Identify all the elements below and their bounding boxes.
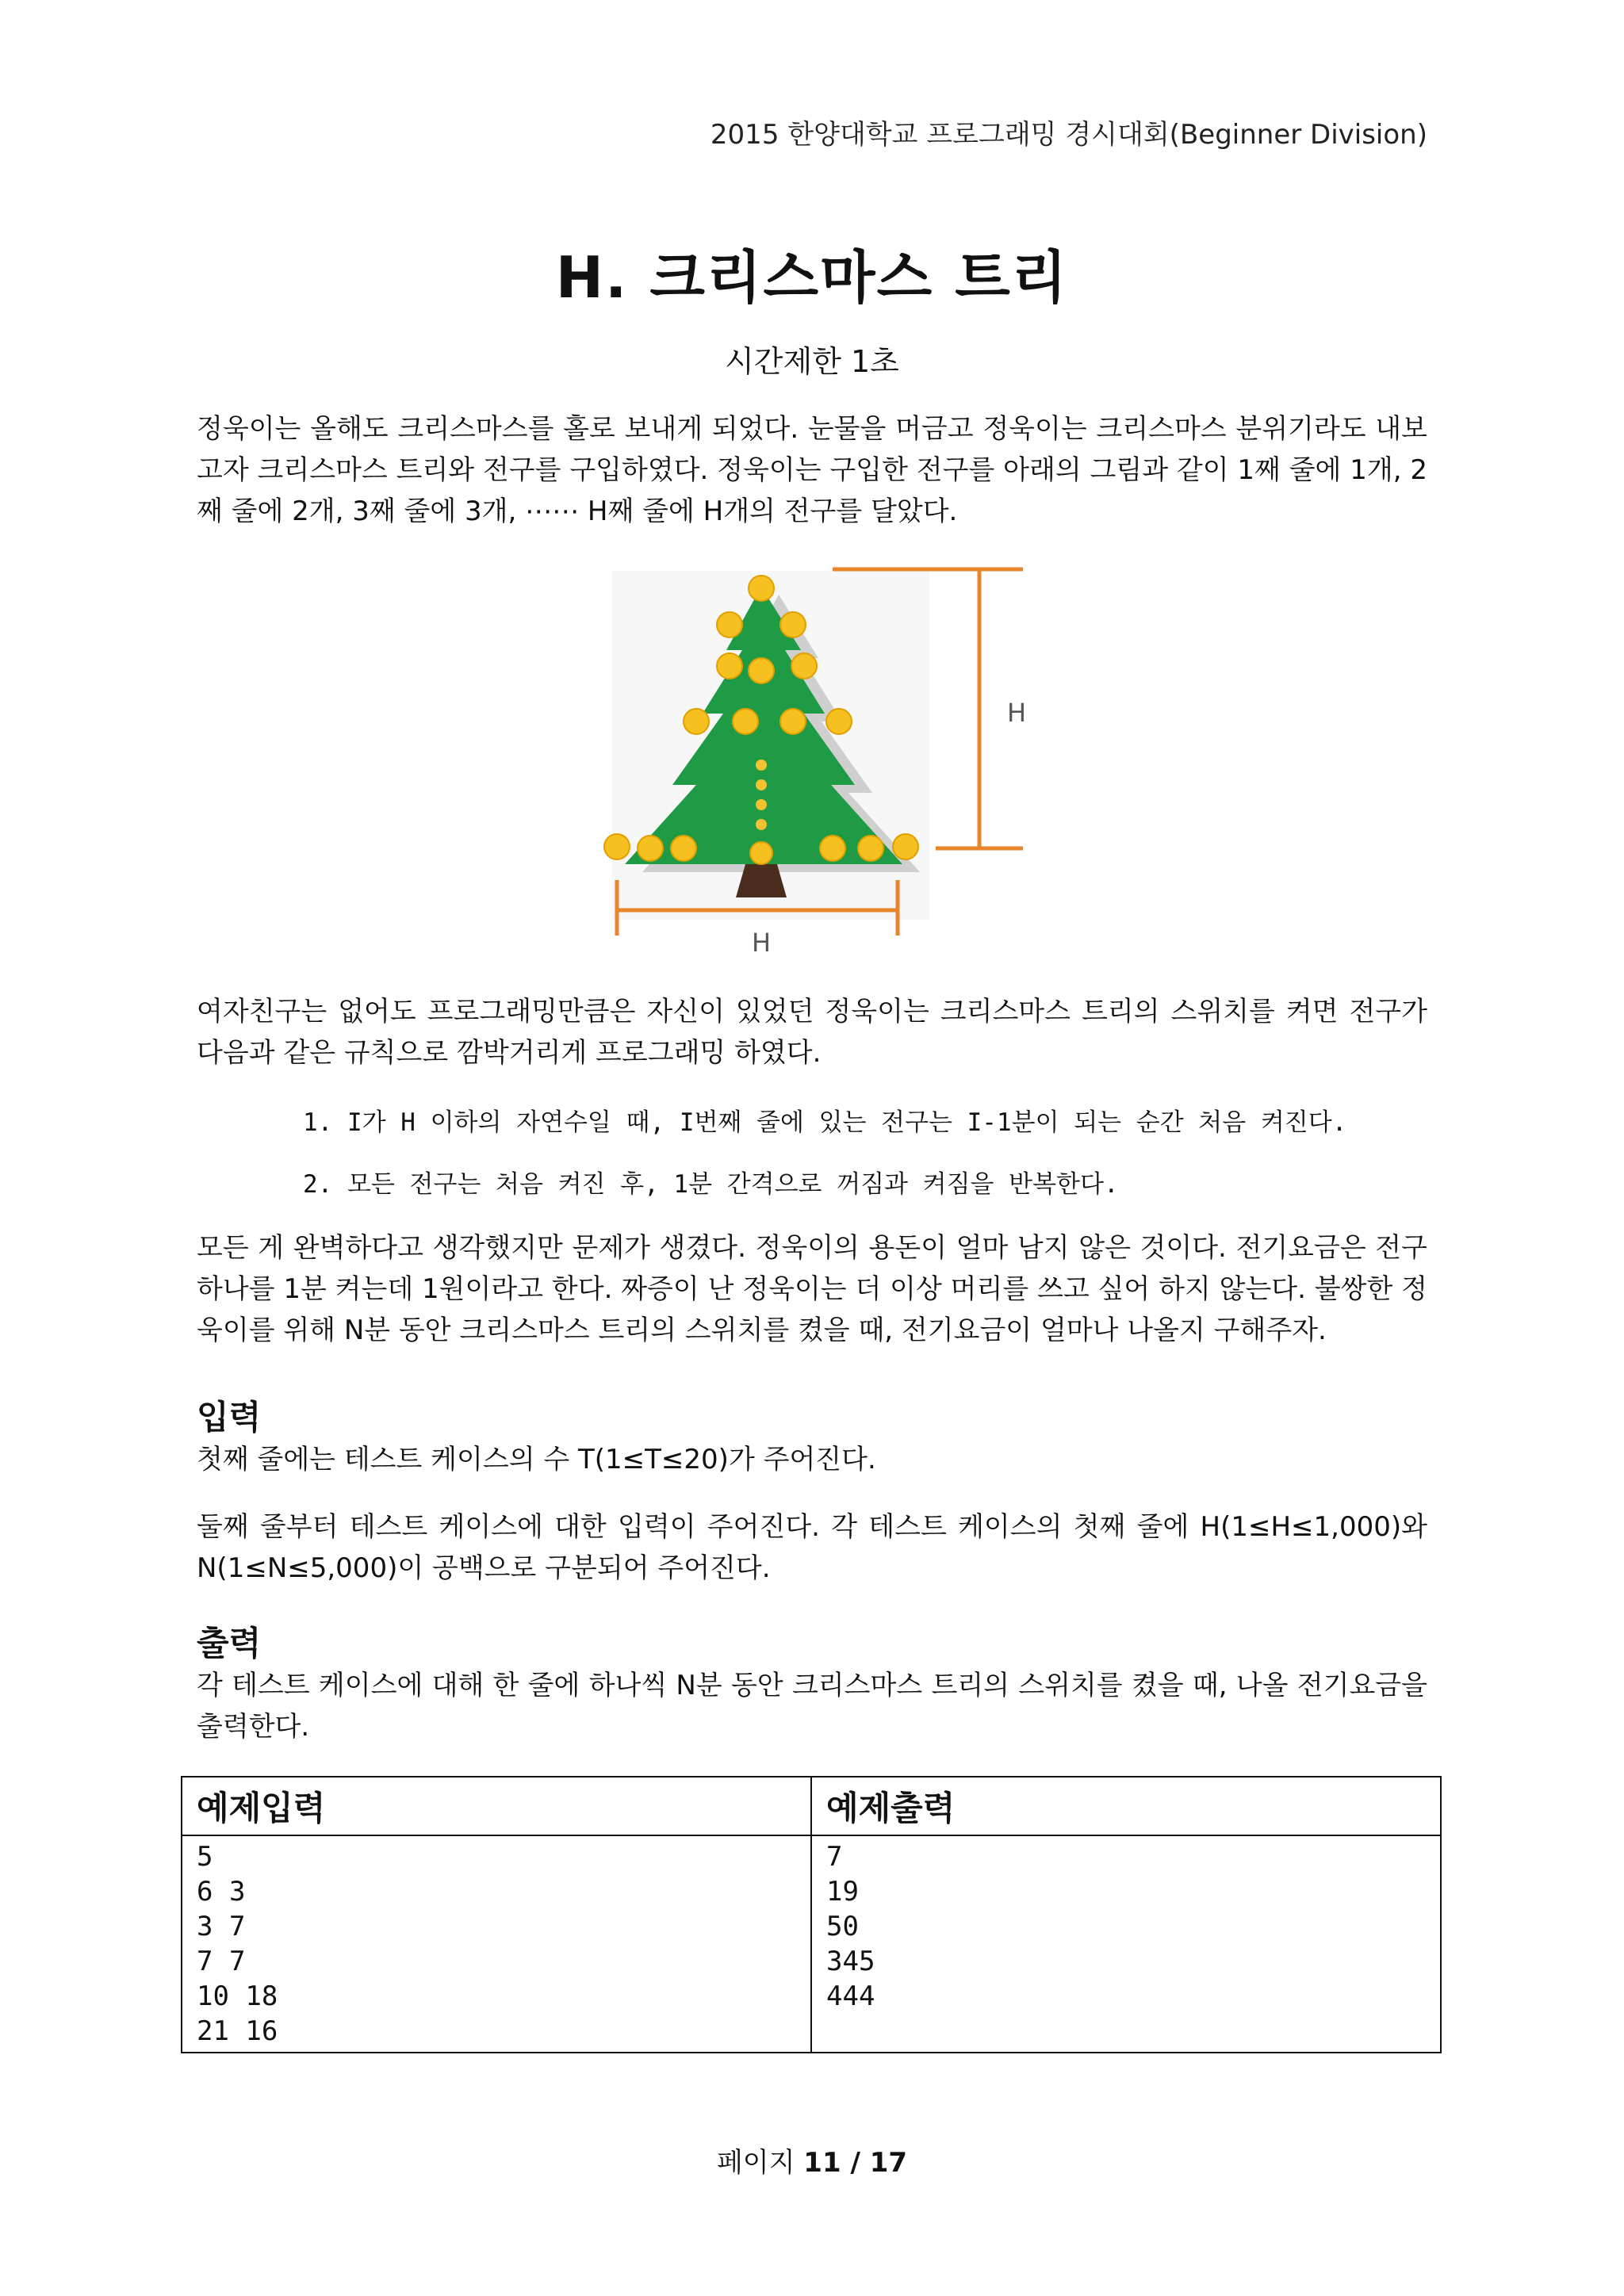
christmas-tree-figure [603,555,1047,967]
sample-output-cell [811,1835,1441,2053]
sample-output-line: 345 [826,1946,875,1977]
sample-input-line: 10 18 [197,1980,278,2012]
problem-paragraph: 모든 게 완벽하다고 생각했지만 문제가 생겼다. 정욱이의 용돈이 얼마 남지 않은 것이다. 전기요금은 전구 하나를 1분 켜는데 1원이라고 한다. 짜증이 난 정욱이는 더 이상 머리를 쓰고 싶어 하지 않는다. 불쌍한 정욱이를 위해 N분 동안 크리스마스 트리의 스위치를 켰을 때, 전기요금이 얼마나 나올지 구해주자. [197,1232,1427,1346]
page-footer [0,2141,1624,2179]
sample-input-header: 예제입력 [182,1777,811,1835]
sample-output-line: 7 [826,1841,843,1873]
sample-input-line: 5 [197,1841,213,1873]
sample-input-line: 21 16 [197,2015,278,2047]
rule-item: 2. 모든 전구는 처음 켜진 후, 1분 간격으로 꺼짐과 켜짐을 반복한다. [303,1170,1119,1199]
page-number: 11 [803,2147,841,2179]
width-label: H [752,928,772,958]
height-label: H [1007,698,1027,728]
input-heading: 입력 [197,1398,262,1437]
sample-input-line: 6 3 [197,1876,246,1908]
problem-title: H. 크리스마스 트리 [555,244,1069,311]
sample-output-header: 예제출력 [811,1777,1441,1835]
rules-list [303,1102,1429,1226]
sample-input-line: 7 7 [197,1946,246,1977]
sample-table [181,1776,1442,2053]
page-total: 17 [869,2147,908,2179]
page-separator: / [841,2147,870,2179]
output-heading: 출력 [197,1624,262,1663]
sample-output-line: 50 [826,1911,859,1942]
sample-input-cell [182,1835,811,2053]
input-paragraph-2: 둘째 줄부터 테스트 케이스에 대한 입력이 주어진다. 각 테스트 케이스의 첫째 줄에 H(1≤H≤1,000)와 N(1≤N≤5,000)이 공백으로 구분되어 주어진다. [197,1511,1427,1584]
intro-paragraph: 정욱이는 올해도 크리스마스를 홀로 보내게 되었다. 눈물을 머금고 정욱이는 크리스마스 분위기라도 내보고자 크리스마스 트리와 전구를 구입하였다. 정욱이는 구입한 전구를 아래의 그림과 같이 1째 줄에 1개, 2째 줄에 2개, 3째 줄에 3개, ⋯⋯ H째 줄에 H개의 전구를 달았다. [197,413,1427,527]
page-header: 2015 한양대학교 프로그래밍 경시대회(Beginner Division) [710,119,1427,151]
sample-output-line: 444 [826,1980,875,2012]
rules-intro-paragraph: 여자친구는 없어도 프로그래밍만큼은 자신이 있었던 정욱이는 크리스마스 트리의 스위치를 켜면 전구가 다음과 같은 규칙으로 깜박거리게 프로그래밍 하였다. [197,996,1427,1069]
output-paragraph: 각 테스트 케이스에 대해 한 줄에 하나씩 N분 동안 크리스마스 트리의 스위치를 켰을 때, 나올 전기요금을 출력한다. [197,1670,1427,1743]
input-paragraph-1: 첫째 줄에는 테스트 케이스의 수 T(1≤T≤20)가 주어진다. [197,1444,876,1475]
sample-input-line: 3 7 [197,1911,246,1942]
footer-prefix: 페이지 [716,2147,804,2179]
rule-item: 1. I가 H 이하의 자연수일 때, I번째 줄에 있는 전구는 I-1분이 되는 순간 처음 켜진다. [303,1108,1347,1137]
sample-output-line: 19 [826,1876,859,1908]
time-limit: 시간제한 1초 [725,344,899,379]
